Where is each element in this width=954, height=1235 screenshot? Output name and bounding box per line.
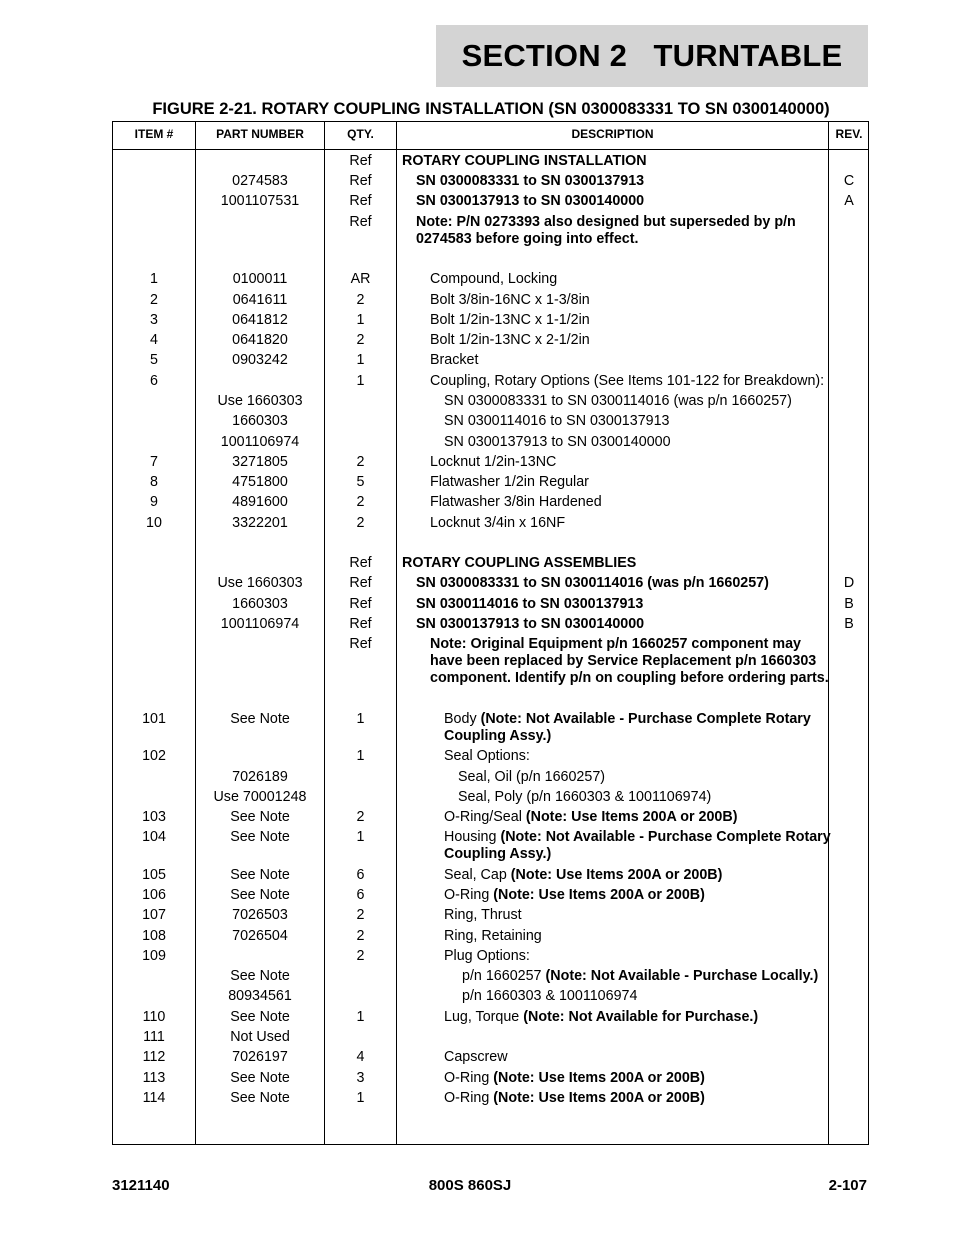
quantity: 2 bbox=[356, 809, 365, 825]
item-number: 4 bbox=[150, 332, 158, 348]
description bbox=[458, 789, 832, 806]
item-number: 5 bbox=[150, 352, 158, 368]
revision: C bbox=[843, 173, 855, 189]
header-qty: QTY. bbox=[347, 127, 374, 141]
description bbox=[430, 352, 832, 369]
header-description: DESCRIPTION bbox=[571, 127, 654, 141]
item-number: 6 bbox=[150, 373, 158, 389]
description bbox=[416, 214, 832, 248]
quantity: 1 bbox=[356, 1009, 365, 1025]
quantity: 1 bbox=[356, 748, 365, 764]
part-number: See Note bbox=[230, 809, 290, 825]
description-text: ROTARY COUPLING INSTALLATION bbox=[402, 153, 647, 169]
part-number: See Note bbox=[230, 1070, 290, 1086]
quantity: Ref bbox=[349, 173, 372, 189]
description bbox=[444, 413, 832, 430]
description bbox=[444, 829, 832, 863]
description-text: Locknut 3/4in x 16NF bbox=[430, 515, 566, 531]
description-text: Capscrew bbox=[444, 1049, 508, 1065]
quantity: 2 bbox=[356, 292, 365, 308]
description-text: SN 0300083331 to SN 0300114016 (was p/n 1660257) bbox=[444, 393, 792, 409]
quantity: 4 bbox=[356, 1049, 365, 1065]
header-item: ITEM # bbox=[134, 127, 174, 141]
quantity: 6 bbox=[356, 867, 365, 883]
part-number: See Note bbox=[230, 1009, 290, 1025]
description bbox=[444, 948, 832, 965]
description-note: (Note: Use Items 200A or 200B) bbox=[525, 809, 738, 825]
description-text: O-Ring bbox=[444, 1070, 490, 1086]
description bbox=[416, 575, 832, 592]
part-number: 1001106974 bbox=[220, 434, 300, 450]
part-number: 7026189 bbox=[232, 769, 288, 785]
description bbox=[444, 711, 832, 745]
item-number: 10 bbox=[146, 515, 162, 531]
description-text: Plug Options: bbox=[444, 948, 530, 964]
description bbox=[444, 1090, 832, 1107]
item-number: 109 bbox=[142, 948, 166, 964]
description bbox=[416, 596, 832, 613]
description-text: Seal, Cap bbox=[444, 867, 507, 883]
description-note: (Note: Not Available - Purchase Locally.) bbox=[545, 968, 819, 984]
description bbox=[444, 434, 832, 451]
header-part-number: PART NUMBER bbox=[216, 127, 304, 141]
description-text: SN 0300137913 to SN 0300140000 bbox=[416, 616, 645, 632]
part-number: Not Used bbox=[230, 1029, 290, 1045]
part-number: Use 70001248 bbox=[213, 789, 307, 805]
description-text: Ring, Thrust bbox=[444, 907, 522, 923]
part-number: 0903242 bbox=[232, 352, 288, 368]
description bbox=[444, 809, 832, 826]
item-number: 2 bbox=[150, 292, 158, 308]
description bbox=[402, 555, 832, 572]
description bbox=[444, 1009, 832, 1026]
description-text: Note: P/N 0273393 also designed but superseded by p/n 0274583 before going into effect. bbox=[416, 214, 796, 247]
item-number: 106 bbox=[142, 887, 166, 903]
description-text: Housing bbox=[444, 829, 497, 845]
part-number: 4751800 bbox=[232, 474, 288, 490]
description-note: (Note: Not Available - Purchase Complete Rotary Coupling Assy.) bbox=[444, 829, 831, 862]
description-text: SN 0300083331 to SN 0300137913 bbox=[416, 173, 645, 189]
description bbox=[430, 332, 832, 349]
description-text: O-Ring bbox=[444, 887, 490, 903]
part-number: 7026197 bbox=[232, 1049, 288, 1065]
revision: B bbox=[844, 596, 854, 612]
description bbox=[416, 173, 832, 190]
footer-doc-number: 3121140 bbox=[112, 1177, 170, 1194]
part-number: 0100011 bbox=[232, 271, 288, 287]
description bbox=[430, 271, 832, 288]
description bbox=[430, 373, 832, 390]
item-number: 108 bbox=[142, 928, 166, 944]
item-number: 103 bbox=[142, 809, 166, 825]
footer-model: 800S 860SJ bbox=[428, 1177, 512, 1194]
description bbox=[444, 393, 832, 410]
part-number: 0641820 bbox=[232, 332, 288, 348]
item-number: 3 bbox=[150, 312, 158, 328]
part-number: 0641812 bbox=[232, 312, 288, 328]
description-text: Bracket bbox=[430, 352, 479, 368]
quantity: 1 bbox=[356, 312, 365, 328]
description-note: (Note: Not Available for Purchase.) bbox=[523, 1009, 759, 1025]
quantity: Ref bbox=[349, 214, 372, 230]
description bbox=[430, 515, 832, 532]
description-text: SN 0300083331 to SN 0300114016 (was p/n 1660257) bbox=[416, 575, 769, 591]
quantity: 1 bbox=[356, 711, 365, 727]
part-number: See Note bbox=[230, 968, 290, 984]
description bbox=[444, 748, 832, 765]
part-number: 7026503 bbox=[232, 907, 288, 923]
description bbox=[458, 769, 832, 786]
description-text: SN 0300137913 to SN 0300140000 bbox=[416, 193, 645, 209]
description bbox=[444, 887, 832, 904]
header-divider bbox=[113, 149, 868, 150]
description bbox=[402, 153, 832, 170]
item-number: 101 bbox=[142, 711, 166, 727]
header-rev: REV. bbox=[835, 127, 863, 141]
description-text: SN 0300114016 to SN 0300137913 bbox=[416, 596, 644, 612]
quantity: 1 bbox=[356, 373, 365, 389]
part-number: 4891600 bbox=[232, 494, 288, 510]
description-note: (Note: Use Items 200A or 200B) bbox=[493, 1090, 705, 1106]
revision: A bbox=[844, 193, 854, 209]
quantity: 2 bbox=[356, 454, 365, 470]
item-number: 114 bbox=[142, 1090, 166, 1106]
description-text: Seal Options: bbox=[444, 748, 530, 764]
figure-title: FIGURE 2-21. ROTARY COUPLING INSTALLATION (SN 0300083331 TO SN 0300140000) bbox=[152, 100, 830, 118]
quantity: Ref bbox=[349, 575, 372, 591]
description bbox=[430, 454, 832, 471]
description-text: Note: Original Equipment p/n 1660257 component may have been replaced by Service Replacement p/n 1660303 component. Identify p/n on coupling before ordering parts. bbox=[430, 636, 829, 686]
part-number: See Note bbox=[230, 711, 290, 727]
part-number: See Note bbox=[230, 867, 290, 883]
quantity: 5 bbox=[356, 474, 365, 490]
footer-page-number: 2-107 bbox=[828, 1177, 867, 1194]
revision: D bbox=[843, 575, 855, 591]
quantity: 3 bbox=[356, 1070, 365, 1086]
description bbox=[416, 193, 832, 210]
quantity: 1 bbox=[356, 352, 365, 368]
part-number: See Note bbox=[230, 887, 290, 903]
description bbox=[430, 636, 832, 687]
part-number: 0641611 bbox=[232, 292, 288, 308]
quantity: 2 bbox=[356, 494, 365, 510]
item-number: 1 bbox=[150, 271, 158, 287]
section-header bbox=[436, 25, 868, 87]
part-number: 7026504 bbox=[232, 928, 288, 944]
quantity: AR bbox=[350, 271, 371, 287]
description-text: Seal, Poly (p/n 1660303 & 1001106974) bbox=[458, 789, 712, 805]
quantity: Ref bbox=[349, 193, 372, 209]
part-number: 3322201 bbox=[232, 515, 288, 531]
column-divider bbox=[396, 122, 397, 1144]
description-text: p/n 1660303 & 1001106974 bbox=[462, 988, 638, 1004]
part-number: 80934561 bbox=[228, 988, 292, 1004]
description-text: Ring, Retaining bbox=[444, 928, 542, 944]
quantity: Ref bbox=[349, 555, 372, 571]
part-number: Use 1660303 bbox=[217, 575, 303, 591]
item-number: 7 bbox=[150, 454, 158, 470]
revision: B bbox=[844, 616, 854, 632]
description bbox=[444, 867, 832, 884]
item-number: 9 bbox=[150, 494, 158, 510]
description-note: (Note: Not Available - Purchase Complete Rotary Coupling Assy.) bbox=[444, 711, 811, 744]
description-text: Coupling, Rotary Options (See Items 101-122 for Breakdown): bbox=[430, 373, 825, 389]
description-text: O-Ring/Seal bbox=[444, 809, 522, 825]
description bbox=[444, 1070, 832, 1087]
item-number: 111 bbox=[143, 1029, 165, 1045]
quantity: 2 bbox=[356, 907, 365, 923]
quantity: 1 bbox=[356, 829, 365, 845]
description-text: Bolt 3/8in-16NC x 1-3/8in bbox=[430, 292, 590, 308]
part-number: See Note bbox=[230, 1090, 290, 1106]
item-number: 107 bbox=[142, 907, 166, 923]
quantity: 1 bbox=[356, 1090, 365, 1106]
description bbox=[444, 1049, 832, 1066]
description bbox=[444, 928, 832, 945]
section-title: SECTION 2 TURNTABLE bbox=[461, 38, 843, 73]
part-number: 3271805 bbox=[232, 454, 288, 470]
description-text: Compound, Locking bbox=[430, 271, 558, 287]
description bbox=[444, 907, 832, 924]
description-note: (Note: Use Items 200A or 200B) bbox=[510, 867, 723, 883]
quantity: Ref bbox=[349, 153, 372, 169]
part-number: See Note bbox=[230, 829, 290, 845]
description-text: Lug, Torque bbox=[444, 1009, 520, 1025]
quantity: 2 bbox=[356, 948, 365, 964]
description-note: (Note: Use Items 200A or 200B) bbox=[493, 1070, 705, 1086]
quantity: 2 bbox=[356, 515, 365, 531]
description bbox=[430, 312, 832, 329]
description-text: Seal, Oil (p/n 1660257) bbox=[458, 769, 606, 785]
quantity: Ref bbox=[349, 616, 372, 632]
description bbox=[430, 474, 832, 491]
part-number: 1660303 bbox=[232, 596, 288, 612]
part-number: 1001106974 bbox=[220, 616, 300, 632]
description-text: O-Ring bbox=[444, 1090, 490, 1106]
description-text: SN 0300137913 to SN 0300140000 bbox=[444, 434, 671, 450]
quantity: 2 bbox=[356, 332, 365, 348]
description-note: (Note: Use Items 200A or 200B) bbox=[493, 887, 705, 903]
description-text: ROTARY COUPLING ASSEMBLIES bbox=[402, 555, 637, 571]
quantity: Ref bbox=[349, 596, 372, 612]
description-text: Bolt 1/2in-13NC x 1-1/2in bbox=[430, 312, 590, 328]
description-text: Flatwasher 1/2in Regular bbox=[430, 474, 589, 490]
item-number: 104 bbox=[142, 829, 166, 845]
description-text: SN 0300114016 to SN 0300137913 bbox=[444, 413, 670, 429]
description bbox=[430, 292, 832, 309]
quantity: 6 bbox=[356, 887, 365, 903]
description bbox=[416, 616, 832, 633]
description bbox=[462, 968, 832, 985]
description bbox=[462, 988, 832, 1005]
part-number: 0274583 bbox=[232, 173, 288, 189]
description-text: Flatwasher 3/8in Hardened bbox=[430, 494, 602, 510]
quantity: Ref bbox=[349, 636, 372, 652]
item-number: 113 bbox=[142, 1070, 166, 1086]
part-number: Use 1660303 bbox=[217, 393, 303, 409]
part-number: 1001107531 bbox=[220, 193, 300, 209]
description-text: Bolt 1/2in-13NC x 2-1/2in bbox=[430, 332, 590, 348]
description-text: p/n 1660257 bbox=[462, 968, 542, 984]
item-number: 102 bbox=[142, 748, 166, 764]
description-text: Body bbox=[444, 711, 477, 727]
description-text: Locknut 1/2in-13NC bbox=[430, 454, 557, 470]
item-number: 8 bbox=[150, 474, 158, 490]
item-number: 110 bbox=[142, 1009, 166, 1025]
item-number: 112 bbox=[142, 1049, 166, 1065]
item-number: 105 bbox=[142, 867, 166, 883]
quantity: 2 bbox=[356, 928, 365, 944]
description bbox=[430, 494, 832, 511]
parts-table bbox=[112, 121, 869, 1145]
part-number: 1660303 bbox=[232, 413, 288, 429]
